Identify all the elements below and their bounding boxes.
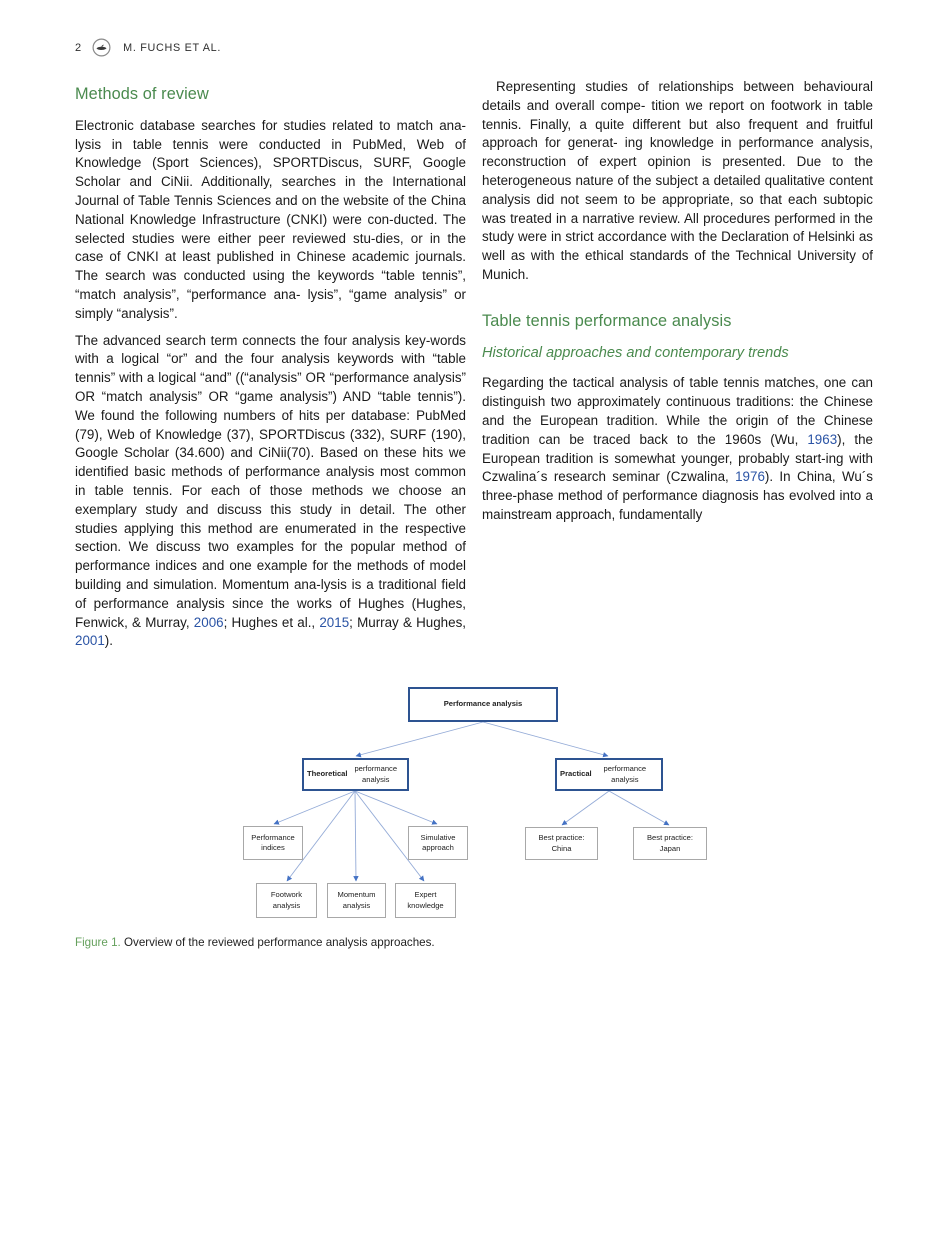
subsection-heading-historical: Historical approaches and contemporary trends	[482, 344, 789, 361]
diagram-node-expert-knowledge: Expert knowledge	[395, 883, 456, 918]
text-segment: Regarding the tactical analysis of table tennis matches, one can distinguish two approximately continuous traditions: the Chinese and the European tradition. While the origin of the Chinese tradition can be traced back to the 1960s (Wu,	[482, 375, 873, 447]
journal-logo-icon	[92, 38, 111, 57]
text-segment: ; Murray & Hughes,	[349, 614, 466, 630]
citation-link[interactable]: 2006	[193, 614, 224, 630]
figure-1-diagram	[240, 685, 710, 925]
diagram-node-practical	[555, 758, 663, 791]
citation-link[interactable]: 2015	[319, 614, 350, 630]
text-segment: Theoretical	[307, 769, 348, 779]
running-head: M. FUCHS ET AL.	[123, 41, 222, 54]
diagram-node-simulative-approach: Simulative approach	[408, 826, 468, 860]
paragraph	[75, 332, 466, 652]
page-header	[75, 38, 221, 57]
paragraph: Electronic database searches for studies related to match ana-lysis in table tennis were conducted in PubMed, Web of Knowledge (Sport Sciences), SPORTDiscus, SURF, Google Scholar and CiNii. Additionally, searches in the International Journal of Table Tennis Sciences and on the website of the China National Knowledge Infrastructure (CNKI) were con-ducted. The selected studies were either peer reviewed stu-dies, or in the case of CNKI at least published in Chinese academic journals. The search was conducted using the keywords “table tennis”, “match analysis”, “performance ana- lysis”, “game analysis” or simply “analysis”.	[75, 117, 466, 321]
text-segment: Performance analysis	[443, 699, 523, 709]
right-column	[482, 78, 873, 525]
text-segment: ). In China, Wu´s three-phase method of performance diagnosis has evolved into a mainstream approach, fundamentally	[482, 469, 873, 522]
diagram-node-performance-indices: Performance indices	[243, 826, 303, 860]
figure-caption-text: Overview of the reviewed performance analysis approaches.	[124, 936, 435, 949]
diagram-node-theoretical	[302, 758, 409, 791]
citation-link[interactable]: 1976	[735, 469, 765, 485]
citation-link[interactable]: 2001	[75, 633, 105, 649]
diagram-node-best-practice-japan: Best practice: Japan	[633, 827, 707, 860]
paragraph: Representing studies of relationships between behavioural details and overall compe- tition we report on footwork in table tennis. Finally, a quite different but also frequent and fruitful approach for generat- ing knowledge in performance analysis, reconstruction of expert opinion is presented. Due to the heterogeneous nature of the subject a detailed qualitative content analysis did not seem to be appropriate, so that each subtopic was treated in a narrative review. All procedures performed in the study were in strict accordance with the Declaration of Helsinki as well as with the ethical standards of the Technical University of Munich.	[482, 79, 873, 282]
paragraph	[482, 374, 873, 524]
diagram-node-footwork-analysis: Footwork analysis	[256, 883, 317, 918]
text-segment: ), the European tradition is somewhat younger, probably start-ing with Czwalina´s research seminar (Czwalina,	[482, 431, 873, 485]
diagram-node-best-practice-china: Best practice: China	[525, 827, 598, 860]
section-heading-methods: Methods of review	[75, 85, 209, 103]
section-heading-performance-analysis: Table tennis performance analysis	[482, 311, 732, 330]
text-segment: Practical	[560, 769, 592, 779]
citation-link[interactable]: 1963	[807, 431, 838, 447]
text-segment: ; Hughes et al.,	[223, 614, 320, 630]
diagram-node-momentum-analysis: Momentum analysis	[327, 883, 386, 918]
diagram-node-performance-analysis	[408, 687, 558, 722]
page-number: 2	[75, 41, 82, 54]
figure-caption-label: Figure 1.	[75, 936, 121, 949]
text-segment: performance analysis	[603, 764, 647, 784]
text-segment: ).	[104, 633, 113, 649]
text-segment: The advanced search term connects the four analysis key-words with a logical “or” and the four analysis keywords with “table tennis” with a logical “and” ((“analysis” OR “performance analysis” OR “match analysis” OR “game analysis”) AND “table tennis”). We found the following numbers of hits per database: PubMed (79), Web of Knowledge (37), SPORTDiscus (332), SURF (190), Google Scholar (34.600) and CiNii(70). Based on these hits we identified basic methods of performance analysis most common in table tennis. For each of those methods we choose an exemplary study and discuss this study in detail. The other studies applying this method are enumerated in the respective section. We discuss two examples for the popular method of performance indices and one example for the methods of model building and simulation. Momentum ana-lysis is a traditional field of performance analysis since the works of Hughes (Hughes, Fenwick, & Murray,	[75, 332, 466, 630]
text-segment: performance analysis	[354, 764, 398, 784]
left-column	[75, 85, 466, 651]
figure-caption	[75, 936, 435, 949]
